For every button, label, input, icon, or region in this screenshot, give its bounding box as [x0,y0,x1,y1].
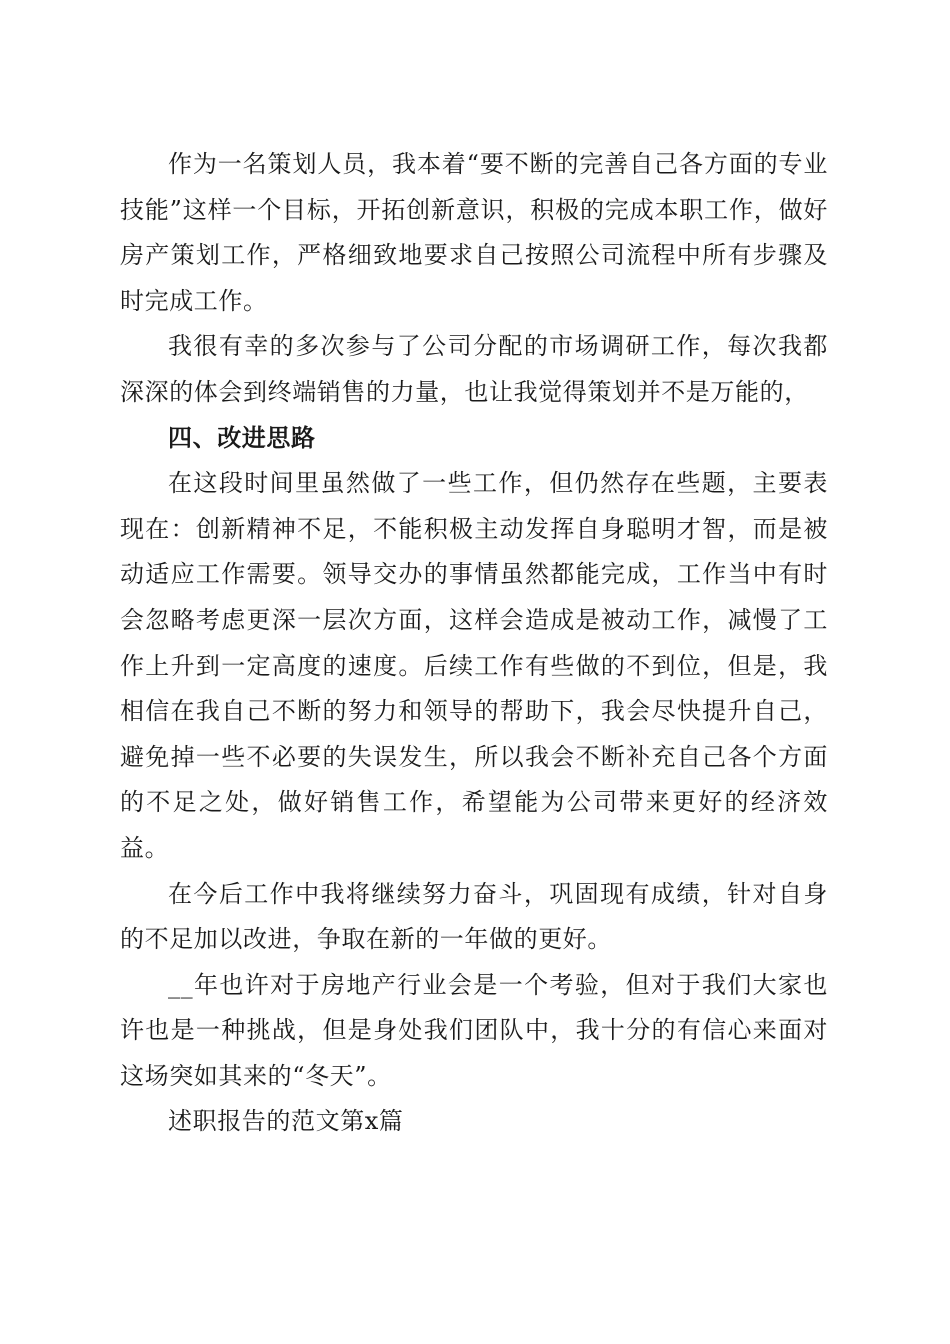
paragraph-future-work: 在今后工作中我将继续努力奋斗，巩固现有成绩，针对自身的不足加以改进，争取在新的一年做的更好。 [120,879,828,954]
section-heading-improvement: 四、改进思路 [168,423,316,452]
paragraph-shortcomings: 在这段时间里虽然做了一些工作，但仍然存在些题，主要表现在：创新精神不足，不能积极主动发挥自身聪明才智，而是被动适应工作需要。领导交办的事情虽然都能完成，工作当中有时会忽略考虑更深一层次方面，这样会造成是被动工作，减慢了工作上升到一定高度的速度。后续工作有些做的不到位，但是，我相信在我自己不断的努力和领导的帮助下，我会尽快提升自己，避免掉一些不必要的失误发生，所以我会不断补充自己各个方面的不足之处，做好销售工作，希望能为公司带来更好的经济效益。 [120,469,828,862]
paragraph-planning-role: 作为一名策划人员，我本着“要不断的完善自己各方面的专业技能”这样一个目标，开拓创新意识，积极的完成本职工作，做好房产策划工作，严格细致地要求自己按照公司流程中所有步骤及时完成工作。 [120,150,828,315]
paragraph-industry-challenge: __年也许对于房地产行业会是一个考验，但对于我们大家也许也是一种挑战，但是身处我们团队中，我十分的有信心来面对这场突如其来的“冬天”。 [120,970,828,1090]
document-body [120,142,828,1145]
paragraph-market-research: 我很有幸的多次参与了公司分配的市场调研工作，每次我都深深的体会到终端销售的力量，也让我觉得策划并不是万能的， [120,332,828,406]
paragraph-next-sample-title: 述职报告的范文第x篇 [168,1107,404,1136]
